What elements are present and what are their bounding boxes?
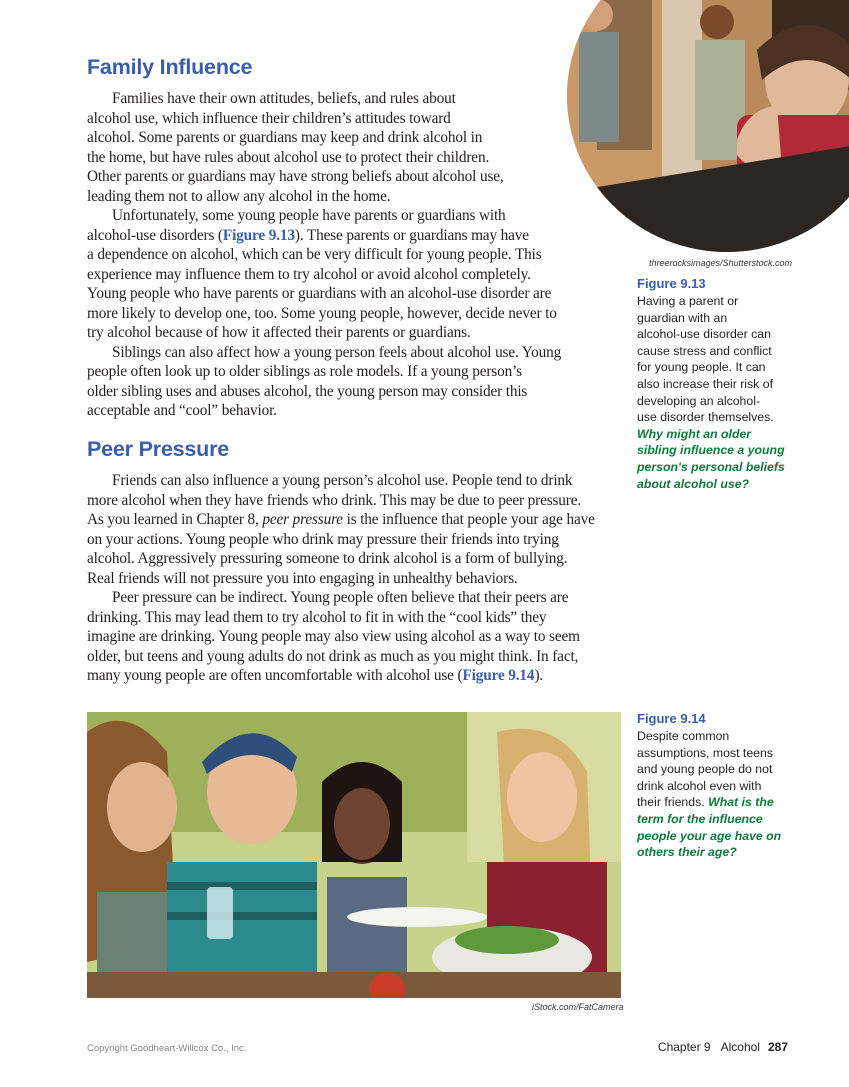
body-line: Real friends will not pressure you into engaging in unhealthy behaviors.: [87, 569, 518, 587]
body-line: older, but teens and young adults do not drink as much as you might think. In fact,: [87, 647, 579, 665]
figure-9-14-title: Figure 9.14: [637, 711, 706, 726]
body-line: more likely to develop one, too. Some young people, however, decide never to: [87, 304, 557, 322]
caption-question: sibling influence a young: [637, 443, 785, 458]
family-conflict-photo: [567, 0, 849, 252]
body-line: imagine are drinking. Young people may also view using alcohol as a way to seem: [87, 628, 580, 645]
caption-line: Despite common: [637, 729, 730, 743]
body-line: Siblings can also affect how a young person feels about alcohol use. Young: [112, 343, 562, 361]
body-line: acceptable and “cool” behavior.: [87, 402, 277, 419]
caption-line: guardian with an: [637, 310, 728, 325]
body-line: people often look up to older siblings as role models. If a young person’s: [87, 363, 522, 380]
body-line: on your actions. Young people who drink may pressure their friends into trying: [87, 530, 559, 548]
body-line: more alcohol when they have friends who drink. This may be due to peer pressure.: [87, 491, 582, 509]
body-line: alcohol-use disorders (Figure 9.13). These parents or guardians may have: [87, 226, 529, 244]
caption-line: assumptions, most teens: [637, 745, 774, 760]
body-line: the home, but have rules about alcohol use to protect their children.: [87, 148, 490, 166]
body-line: As you learned in Chapter 8, peer pressure is the influence that people your age have: [87, 511, 595, 528]
caption-question: others their age?: [637, 845, 737, 860]
body-line: many young people are often uncomfortable with alcohol use (Figure 9.14).: [87, 667, 544, 684]
family-influence-heading: Family Influence: [87, 55, 253, 79]
body-line: alcohol use, which influence their children’s attitudes toward: [87, 109, 451, 127]
body-line: Unfortunately, some young people have parents or guardians with: [112, 207, 506, 224]
figure-9-14-link[interactable]: Figure 9.14: [462, 667, 535, 684]
body-line: Peer pressure can be indirect. Young people often believe that their peers are: [112, 589, 569, 606]
caption-question: What is the: [708, 795, 774, 810]
body-line: Young people who have parents or guardians with an alcohol-use disorder are: [87, 285, 552, 302]
page-footer: [658, 1040, 788, 1054]
caption-line: drink alcohol even with: [637, 778, 762, 793]
body-line: leading them not to allow any alcohol in the home.: [87, 187, 391, 205]
caption-question: about alcohol use?: [637, 476, 750, 491]
friends-dinner-photo: [87, 712, 621, 998]
caption-line: Having a parent or: [637, 294, 739, 308]
body-line: alcohol. Aggressively pressuring someone to drink alcohol is a form of bullying.: [87, 550, 568, 567]
body-line: alcohol. Some parents or guardians may keep and drink alcohol in: [87, 129, 483, 146]
caption-line: alcohol-use disorder can: [637, 327, 771, 342]
figure-9-13-link[interactable]: Figure 9.13: [222, 226, 295, 244]
family-conflict-illustration: [567, 0, 849, 252]
body-line: drinking. This may lead them to try alcohol to fit in with the “cool kids” they: [87, 608, 547, 626]
body-line: older sibling uses and abuses alcohol, the young person may consider this: [87, 382, 528, 400]
friends-dinner-illustration: [87, 712, 621, 998]
figure-9-14-credit: iStock.com/FatCamera: [532, 1002, 624, 1012]
caption-question: term for the influence: [637, 812, 763, 826]
chapter-topic: Alcohol: [720, 1040, 760, 1054]
caption-line: their friends. What is the: [637, 795, 774, 810]
caption-line: also increase their risk of: [637, 377, 774, 391]
caption-line: cause stress and conflict: [637, 343, 772, 358]
caption-question: people your age have on: [637, 828, 782, 843]
caption-line: use disorder themselves.: [637, 410, 774, 425]
page-number: 287: [767, 1040, 788, 1054]
caption-question: Why might an older: [637, 426, 752, 441]
body-line: Families have their own attitudes, beliefs, and rules about: [112, 90, 456, 107]
caption-line: developing an alcohol-: [637, 393, 761, 408]
body-line: Friends can also influence a young person’s alcohol use. People tend to drink: [112, 472, 573, 489]
copyright-notice: Copyright Goodheart-Willcox Co., Inc.: [87, 1043, 247, 1054]
peer-pressure-heading: Peer Pressure: [87, 437, 230, 461]
chapter-label: Chapter 9: [657, 1040, 711, 1054]
caption-line: and young people do not: [637, 762, 773, 777]
figure-9-13-credit: threerocksimages/Shutterstock.com: [649, 258, 793, 268]
key-term-peer-pressure: peer pressure: [262, 511, 343, 528]
figure-9-13-title: Figure 9.13: [637, 276, 706, 291]
body-line: try alcohol because of how it affected their parents or guardians.: [87, 324, 471, 341]
body-line: experience may influence them to try alcohol or avoid alcohol completely.: [87, 265, 531, 283]
body-line: Other parents or guardians may have strong beliefs about alcohol use,: [87, 168, 504, 185]
caption-question: person's personal beliefs: [637, 460, 785, 474]
body-line: a dependence on alcohol, which can be very difficult for young people. This: [87, 246, 542, 263]
caption-line: for young people. It can: [637, 360, 766, 375]
